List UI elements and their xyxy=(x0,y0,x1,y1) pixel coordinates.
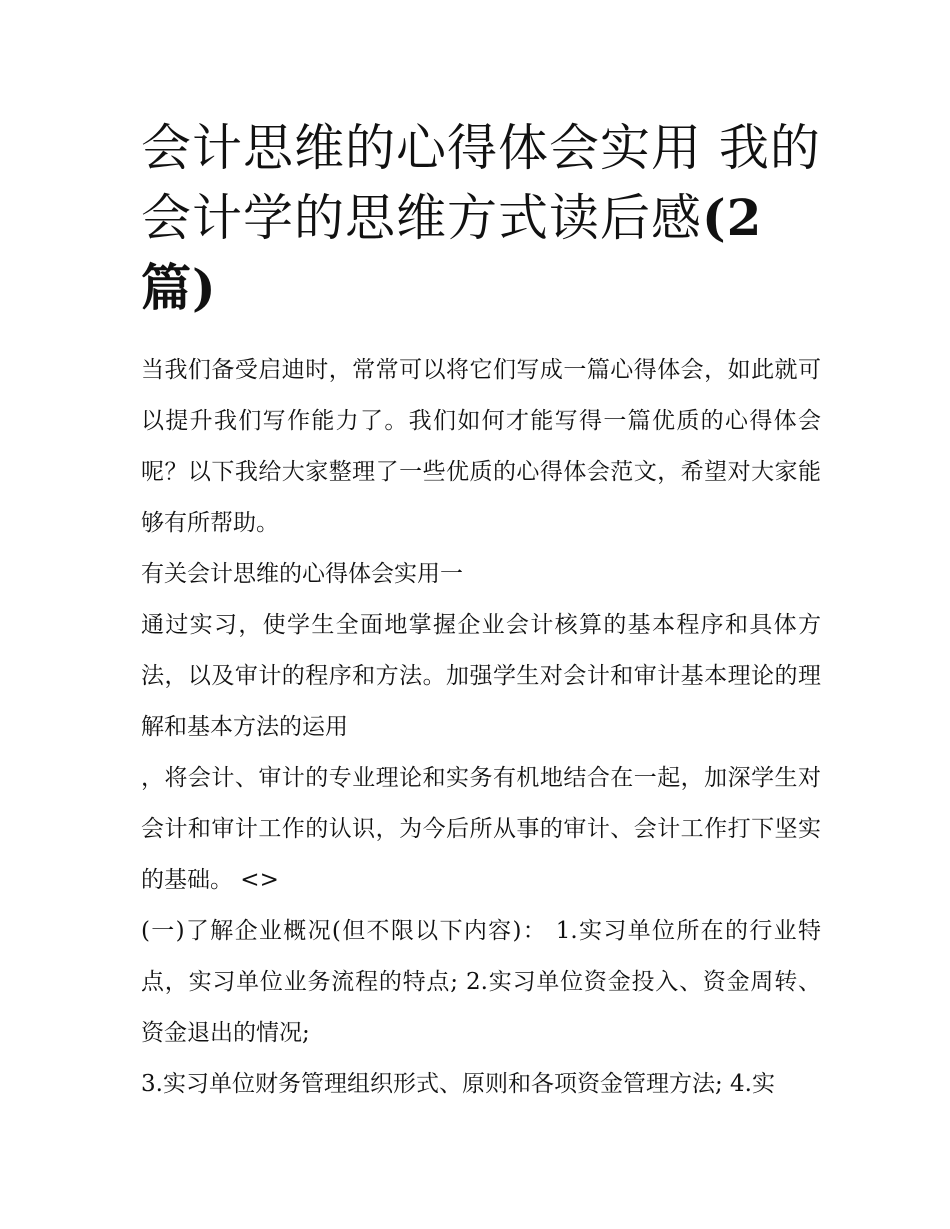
title-line-3: 篇) xyxy=(141,258,217,317)
body-paragraph-2: ，将会计、审计的专业理论和实务有机地结合在一起，加深学生对会计和审计工作的认识，为今后所从事的审计、会计工作打下坚实的基础。 <> xyxy=(141,765,821,893)
title-line-2: 会计学的思维方式读后感 xyxy=(141,189,702,247)
title-line-1: 会计思维的心得体会实用 我的 xyxy=(141,119,821,177)
document-body xyxy=(141,345,821,1110)
body-paragraph-4: 3.实习单位财务管理组织形式、原则和各项资金管理方法; 4.实 xyxy=(141,1071,775,1097)
document-page xyxy=(141,113,821,1110)
title-count: (2 xyxy=(702,188,763,247)
body-paragraph-3: (一)了解企业概况(但不限以下内容)： 1.实习单位所在的行业特点，实习单位业务流程的特点; 2.实习单位资金投入、资金周转、资金退出的情况; xyxy=(141,918,821,1046)
intro-paragraph: 当我们备受启迪时，常常可以将它们写成一篇心得体会，如此就可以提升我们写作能力了。我们如何才能写得一篇优质的心得体会呢？以下我给大家整理了一些优质的心得体会范文，希望对大家能够有所帮助。 xyxy=(141,357,821,536)
body-paragraph-1: 通过实习，使学生全面地掌握企业会计核算的基本程序和具体方法，以及审计的程序和方法。加强学生对会计和审计基本理论的理解和基本方法的运用 xyxy=(141,612,821,740)
section-heading: 有关会计思维的心得体会实用一 xyxy=(141,561,463,587)
document-title xyxy=(141,113,821,323)
